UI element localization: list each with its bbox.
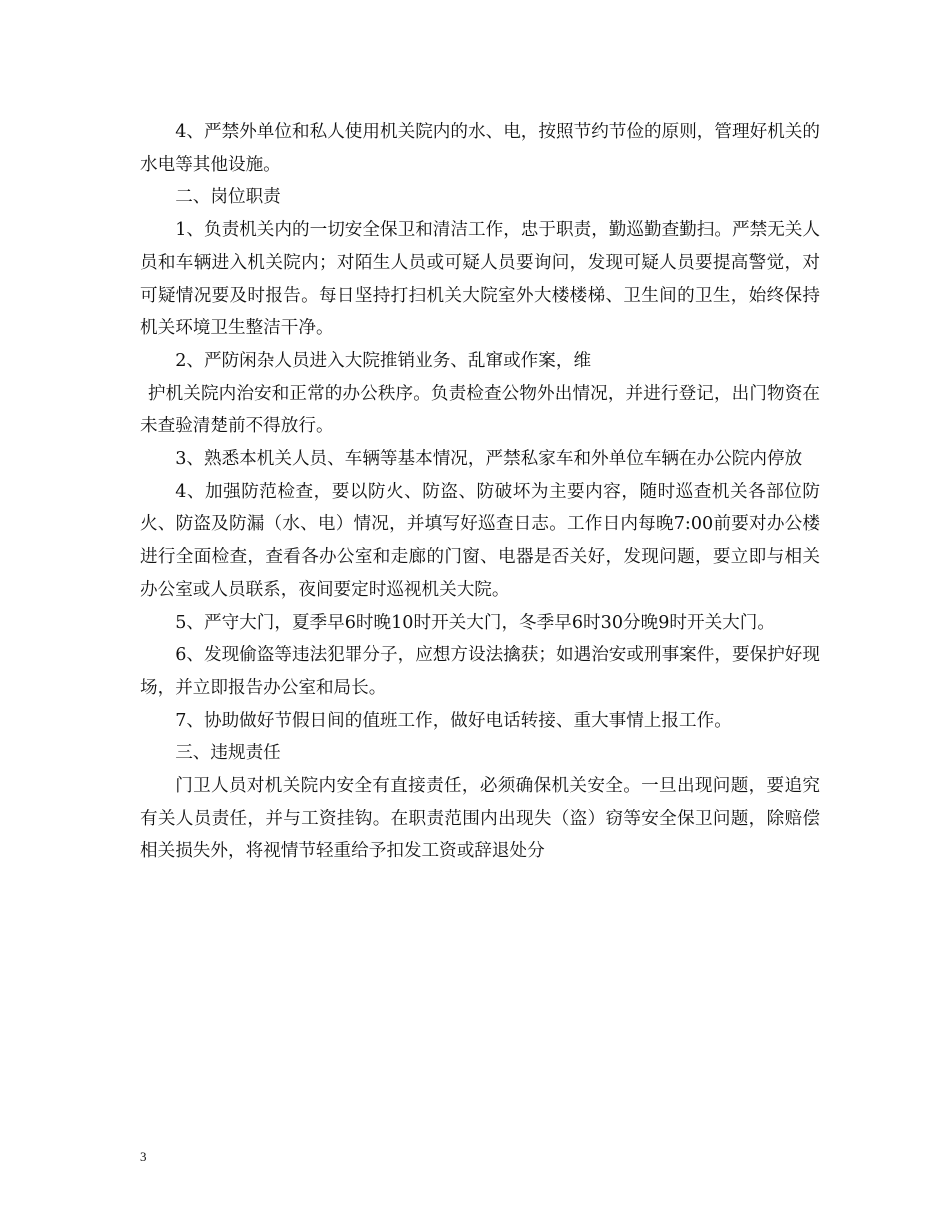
paragraph-duty-6-crime: 6、发现偷盗等违法犯罪分子，应想方设法擒获；如遇治安或刑事案件，要保护好现场，并立即报告办公室和局长。 [140,645,820,698]
paragraph-duty-4-inspection: 4、加强防范检查，要以防火、防盗、防破坏为主要内容，随时巡查机关各部位防火、防盗及防漏（水、电）情况，并填写好巡查日志。工作日内每晚7:00前要对办公楼进行全面检查，查看各办公室和走廊的门窗、电器是否关好，发现问题，要立即与相关办公室或人员联系，夜间要定时巡视机关大院。 [140,481,820,600]
paragraph-duty-7-holiday-duty: 7、协助做好节假日间的值班工作，做好电话转接、重大事情上报工作。 [175,710,732,731]
paragraph-duty-1-security-cleaning: 1、负责机关内的一切安全保卫和清洁工作，忠于职责，勤巡勤查勤扫。严禁无关人员和车辆进入机关院内；对陌生人员或可疑人员要询问，发现可疑人员要提高警觉，对可疑情况要及时报告。每日坚持打扫机关大院室外大楼楼梯、卫生间的卫生，始终保持机关环境卫生整洁干净。 [140,220,820,339]
paragraph-rule-4-utilities: 4、严禁外单位和私人使用机关院内的水、电，按照节约节俭的原则，管理好机关的水电等其他设施。 [140,122,820,175]
section-heading-job-duties: 二、岗位职责 [175,187,281,208]
paragraph-liability-details: 门卫人员对机关院内安全有直接责任，必须确保机关安全。一旦出现问题，要追究有关人员责任，并与工资挂钩。在职责范围内出现失（盗）窃等安全保卫问题，除赔偿相关损失外，将视情节轻重给予扣发工资或辞退处分 [140,776,820,862]
paragraph-duty-2-part-1: 2、严防闲杂人员进入大院推销业务、乱窜或作案，维 [175,350,592,371]
document-body [140,116,820,868]
page-number: 3 [140,1149,147,1164]
section-heading-violation-liability: 三、违规责任 [175,743,281,764]
paragraph-duty-5-gate-hours: 5、严守大门，夏季早6时晚10时开关大门，冬季早6时30分晚9时开关大门。 [175,612,775,633]
paragraph-duty-2-part-2: 护机关院内治安和正常的办公秩序。负责检查公物外出情况，并进行登记，出门物资在未查验清楚前不得放行。 [140,383,820,437]
paragraph-duty-3-vehicles: 3、熟悉本机关人员、车辆等基本情况，严禁私家车和外单位车辆在办公院内停放 [175,449,803,470]
